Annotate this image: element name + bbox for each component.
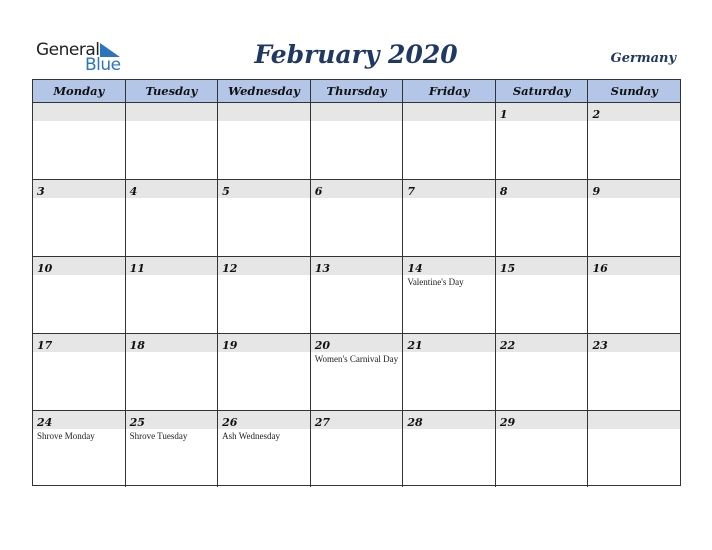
date-bar — [33, 334, 125, 352]
holiday-label — [588, 198, 680, 200]
date-bar — [126, 257, 218, 275]
holiday-label — [126, 121, 218, 123]
holiday-label — [496, 275, 588, 277]
date-number: 6 — [314, 185, 323, 198]
date-bar — [33, 103, 125, 121]
date-bar — [588, 257, 680, 275]
day-cell — [588, 180, 680, 256]
day-cell — [33, 334, 126, 410]
day-cell — [588, 334, 680, 410]
date-bar — [403, 257, 495, 275]
holiday-label — [311, 121, 403, 123]
day-cell — [403, 411, 496, 487]
date-bar — [218, 411, 310, 429]
date-number: 12 — [222, 262, 238, 275]
holiday-label: Women's Carnival Day — [314, 354, 399, 364]
day-cell — [126, 411, 219, 487]
date-bar — [588, 103, 680, 121]
date-bar — [311, 411, 403, 429]
date-number: 16 — [592, 262, 608, 275]
date-bar — [403, 334, 495, 352]
weekday-header: Sunday — [610, 84, 658, 98]
date-number: 23 — [592, 339, 608, 352]
weeks-container — [33, 103, 680, 487]
day-cell — [496, 180, 589, 256]
day-cell — [311, 257, 404, 333]
date-bar — [218, 334, 310, 352]
date-bar — [33, 411, 125, 429]
date-bar — [311, 103, 403, 121]
date-number: 1 — [499, 108, 508, 121]
date-bar — [218, 257, 310, 275]
date-number: 14 — [407, 262, 423, 275]
logo-word-blue: Blue — [85, 55, 121, 75]
week-row — [33, 411, 680, 487]
date-bar — [218, 180, 310, 198]
day-cell — [126, 180, 219, 256]
date-bar — [588, 180, 680, 198]
holiday-label — [588, 275, 680, 277]
date-bar — [126, 103, 218, 121]
day-cell — [496, 334, 589, 410]
weekday-header: Wednesday — [218, 80, 311, 102]
weekday-header: Tuesday — [126, 80, 219, 102]
date-bar — [403, 103, 495, 121]
date-number: 15 — [499, 262, 516, 275]
date-bar — [311, 334, 403, 352]
date-number: 8 — [499, 185, 508, 198]
holiday-label — [33, 352, 125, 354]
holiday-label — [218, 198, 310, 200]
holiday-label — [588, 121, 680, 123]
date-bar — [311, 257, 403, 275]
weekday-header: Thursday — [311, 80, 404, 102]
day-cell — [126, 103, 219, 179]
date-bar — [218, 103, 310, 121]
day-cell — [311, 334, 404, 410]
holiday-label — [588, 352, 680, 354]
day-cell — [496, 103, 589, 179]
holiday-label — [126, 198, 218, 200]
holiday-label: Shrove Monday — [37, 431, 95, 441]
day-cell — [403, 257, 496, 333]
holiday-label — [33, 121, 125, 123]
date-number: 2 — [592, 108, 601, 121]
date-number: 27 — [314, 416, 331, 429]
date-bar — [33, 257, 125, 275]
holiday-label — [403, 121, 495, 123]
weekday-header: Monday — [33, 80, 126, 102]
weekday-header: Saturday — [496, 80, 589, 102]
calendar-title: February 2020 — [254, 40, 458, 69]
day-cell — [126, 257, 219, 333]
date-number: 10 — [37, 262, 53, 275]
week-row — [33, 257, 680, 334]
day-cell — [126, 334, 219, 410]
holiday-label — [496, 121, 588, 123]
holiday-label — [403, 352, 495, 354]
date-bar — [311, 180, 403, 198]
day-cell — [33, 180, 126, 256]
holiday-label — [496, 429, 588, 431]
date-number: 5 — [222, 185, 230, 198]
date-bar — [126, 180, 218, 198]
holiday-label — [126, 275, 218, 277]
date-bar — [496, 180, 588, 198]
holiday-label — [126, 352, 218, 354]
day-cell — [33, 257, 126, 333]
holiday-label: Ash Wednesday — [222, 431, 281, 441]
day-cell — [311, 411, 404, 487]
holiday-label — [218, 352, 310, 354]
holiday-label: Shrove Tuesday — [129, 431, 188, 441]
week-row — [33, 103, 680, 180]
date-number: 13 — [314, 262, 331, 275]
date-number: 4 — [129, 185, 138, 198]
date-bar — [403, 411, 495, 429]
calendar-grid — [32, 79, 681, 486]
date-number: 29 — [499, 416, 516, 429]
holiday-label — [496, 352, 588, 354]
day-cell — [218, 257, 311, 333]
day-cell — [311, 180, 404, 256]
date-number: 20 — [314, 339, 331, 352]
date-number: 26 — [222, 416, 238, 429]
date-number: 25 — [129, 416, 145, 429]
date-bar — [496, 103, 588, 121]
date-number: 24 — [37, 416, 53, 429]
date-number: 3 — [37, 185, 45, 198]
day-cell — [33, 103, 126, 179]
day-cell — [33, 411, 126, 487]
holiday-label — [588, 429, 680, 431]
date-number: 11 — [129, 262, 145, 275]
date-bar — [403, 180, 495, 198]
date-number: 21 — [407, 339, 423, 352]
day-cell — [403, 334, 496, 410]
weekday-header: Friday — [403, 80, 496, 102]
date-bar — [588, 334, 680, 352]
holiday-label — [403, 198, 495, 200]
holiday-label — [311, 275, 403, 277]
holiday-label — [33, 275, 125, 277]
holiday-label — [33, 198, 125, 200]
date-bar — [126, 334, 218, 352]
holiday-label — [403, 429, 495, 431]
day-cell — [588, 257, 680, 333]
date-bar — [496, 257, 588, 275]
day-cell — [403, 103, 496, 179]
week-row — [33, 334, 680, 411]
day-cell — [218, 180, 311, 256]
date-number: 18 — [129, 339, 145, 352]
day-cell — [311, 103, 404, 179]
country-label: Germany — [610, 51, 676, 66]
date-bar — [126, 411, 218, 429]
day-cell — [218, 103, 311, 179]
date-number: 17 — [37, 339, 53, 352]
week-row — [33, 180, 680, 257]
day-cell — [588, 411, 680, 487]
date-number: 28 — [407, 416, 423, 429]
holiday-label — [218, 121, 310, 123]
day-cell — [496, 411, 589, 487]
day-cell — [588, 103, 680, 179]
date-number: 22 — [499, 339, 516, 352]
date-bar — [496, 334, 588, 352]
date-number: 7 — [407, 185, 415, 198]
holiday-label — [311, 429, 403, 431]
holiday-label — [496, 198, 588, 200]
date-bar — [588, 411, 680, 429]
date-number: 19 — [222, 339, 238, 352]
date-bar — [33, 180, 125, 198]
logo-word-general: General — [36, 40, 100, 60]
day-cell — [218, 411, 311, 487]
date-bar — [496, 411, 588, 429]
date-number: 9 — [592, 185, 601, 198]
holiday-label — [311, 198, 403, 200]
holiday-label — [218, 275, 310, 277]
day-cell — [496, 257, 589, 333]
weekday-header-row — [33, 80, 680, 103]
day-cell — [218, 334, 311, 410]
day-cell — [403, 180, 496, 256]
holiday-label: Valentine's Day — [407, 277, 464, 287]
